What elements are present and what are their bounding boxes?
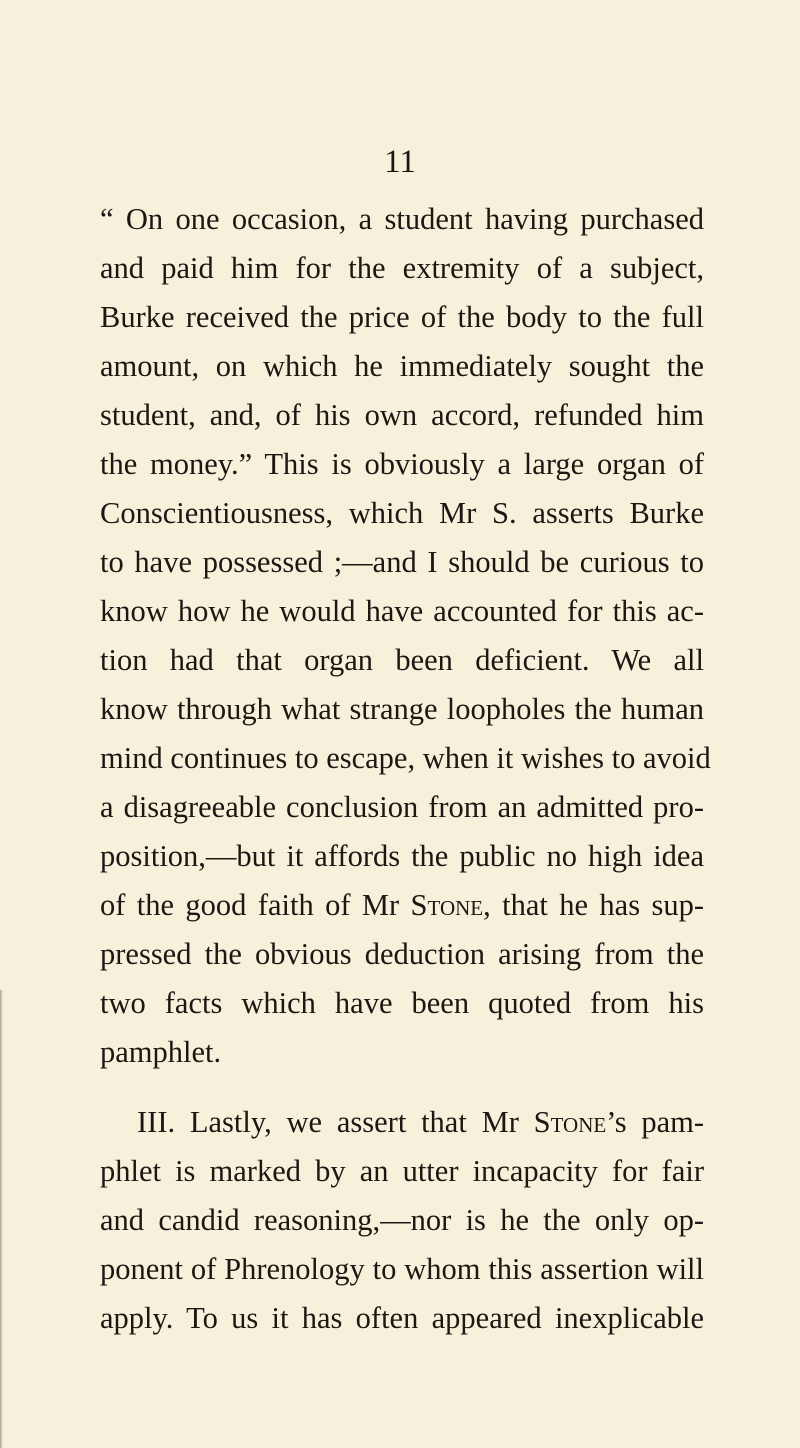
text-line: a disagreeable conclusion from an admitted pro- <box>100 790 704 824</box>
text-line: the money.” This is obviously a large organ of <box>100 447 704 481</box>
text-segment: , that he has sup- <box>483 888 704 922</box>
text-line: position,—but it affords the public no high idea <box>100 839 704 873</box>
page-edge-shadow <box>0 990 3 1448</box>
name-smallcaps: Stone <box>533 1105 607 1139</box>
text-line: pamphlet. <box>100 1035 222 1069</box>
text-line: student, and, of his own accord, refunded him <box>100 398 704 432</box>
text-line <box>100 883 704 927</box>
text-line: tion had that organ been deficient. We all <box>100 643 704 677</box>
text-line: mind continues to escape, when it wishes to avoid <box>100 741 711 775</box>
text-segment: of the good faith of Mr <box>100 888 411 922</box>
text-line: to have possessed ;—and I should be curious to <box>100 545 704 579</box>
text-line: know how he would have accounted for this ac- <box>100 594 704 628</box>
text-line: Burke received the price of the body to the full <box>100 300 704 334</box>
text-line: apply. To us it has often appeared inexplicable <box>100 1301 704 1335</box>
text-line <box>137 1100 704 1144</box>
text-line: two facts which have been quoted from his <box>100 986 704 1020</box>
text-segment: III. Lastly, we assert that Mr <box>137 1105 534 1139</box>
text-line: phlet is marked by an utter incapacity for fair <box>100 1154 704 1188</box>
text-line: ponent of Phrenology to whom this assertion will <box>100 1252 704 1286</box>
text-line: “ On one occasion, a student having purchased <box>100 202 704 236</box>
text-line: know through what strange loopholes the human <box>100 692 704 726</box>
text-line: and paid him for the extremity of a subject, <box>100 251 704 285</box>
text-line: and candid reasoning,—nor is he the only op- <box>100 1203 704 1237</box>
text-line: Conscientiousness, which Mr S. asserts Burke <box>100 496 704 530</box>
text-segment: ’s pam- <box>606 1105 705 1139</box>
page-number: 11 <box>384 144 416 180</box>
name-smallcaps: Stone <box>410 888 484 922</box>
text-line: amount, on which he immediately sought the <box>100 349 704 383</box>
text-line: pressed the obvious deduction arising from the <box>100 937 704 971</box>
